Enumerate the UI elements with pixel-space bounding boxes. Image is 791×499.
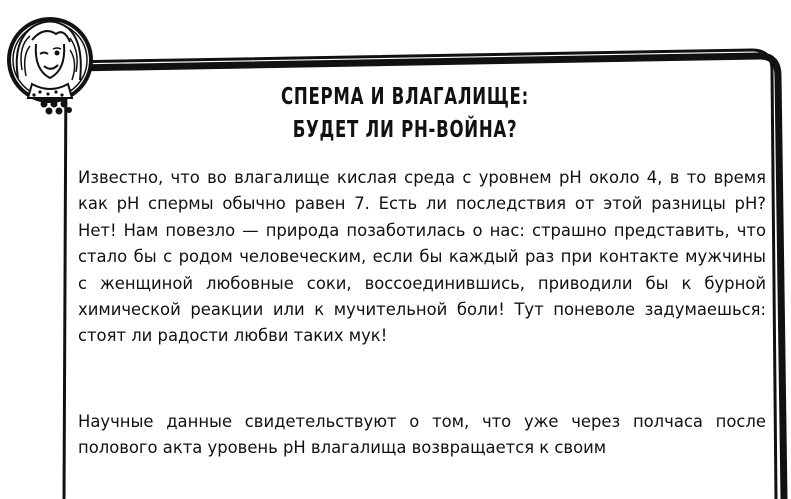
heading-line-1: СПЕРМА И ВЛАГАЛИЩЕ: <box>281 84 529 110</box>
heading-line-2: БУДЕТ ЛИ PH-ВОЙНА? <box>292 117 518 143</box>
body-paragraph-1: Известно, что во влагалище кислая среда с уровнем pH около 4, в то время как pH спермы обычно равен 7. Есть ли последствия от этой разницы pH? Нет! Нам повезло — природа позаботилась о нас: страшно представить, что стало бы с родом человеческим, если бы каждый раз при контакте мужчины с женщиной любовные соки, воссоединившись, приводили бы к бурной химической реакции или к мучительной боли! Тут поневоле задумаешься: стоят ли радости любви таких мук! <box>78 168 766 346</box>
winking-woman-portrait-icon <box>9 19 91 101</box>
body-paragraph-2: Научные данные свидетельствуют о том, что уже через полчаса после полового акта уровень pH влагалища возвращается к своим <box>78 412 766 458</box>
